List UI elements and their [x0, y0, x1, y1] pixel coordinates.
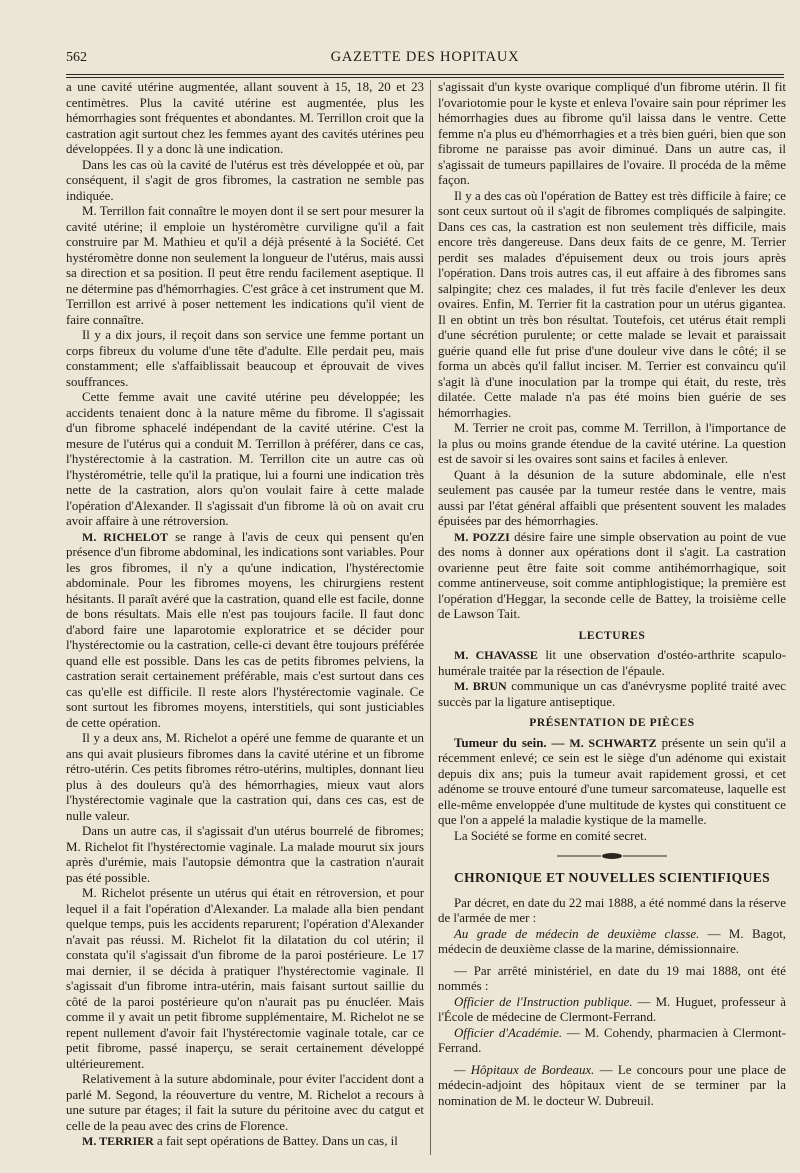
paragraph: La Société se forme en comité secret. [454, 828, 647, 843]
paragraph-text: présente un sein qu'il a récemment enlevé; ce sein est le siège d'un adénome qui existait depuis dix ans; puis la tumeur avait rapidement grossi, et cet adénome se trouve entouré d'une tumeur sarcomateuse, laquelle est elle-même enveloppée d'une multitude de kystes qui constituent ce que l'on a appelé la maladie kystique de la mamelle. [438, 735, 786, 827]
paragraph [438, 1063, 786, 1110]
paragraph: a une cavité utérine augmentée, allant souvent à 15, 18, 20 et 23 centimètres. Plus la cavité utérine est augmentée, plus les hémorrhagies sont fréquentes et abondantes. M. Terrillon croit que la castration agit surtout chez les femmes ayant des cavités utérines peu développées. Il y a donc là une indication. [66, 80, 424, 156]
left-column [66, 80, 424, 1160]
paragraph-text: — M. Bagot, médecin de deuxième classe de la marine, démissionnaire. [438, 926, 786, 956]
paragraph [438, 648, 786, 679]
paragraph: Dans les cas où la cavité de l'utérus est très développée et où, par conséquent, il s'agit de gros fibromes, la castration ne semble pas indiquée. [66, 157, 424, 203]
paragraph [66, 530, 424, 732]
speaker-name: M. TERRIER [82, 1134, 154, 1148]
header-rule-double [66, 77, 784, 78]
paragraph: M. Terrier ne croit pas, comme M. Terrillon, à l'importance de la plus ou moins grande étendue de la cavité utérine. La question est de savoir si les ovaires sont sains et faciles à enlever. [438, 421, 786, 466]
paragraph [438, 679, 786, 710]
paragraph: Il y a deux ans, M. Richelot a opéré une femme de quarante et un ans qui avait plusieurs fibromes dans la cavité utérine et un fibrome rétro-utérin. Ces petits fibromes rétro-utérins, multiples, donnant lieu plus à des douleurs qu'à des hémorrhagies, mieux vaut alors l'hystérectomie vaginale que la castration qui, dans ces cas, est de nulle valeur. [66, 731, 424, 823]
column-divider [430, 80, 431, 1155]
paragraph-lead: Tumeur du sein. — [454, 735, 565, 750]
paragraph-text: — M. Huguet, professeur à l'École de médecine de Clermont-Ferrand. [438, 994, 786, 1024]
paragraph: M. Richelot présente un utérus qui était en rétroversion, et pour lequel il a fait l'opération d'Alexander. La malade alla bien pendant quelque temps, puis les accidents reparurent; l'opération d'Alexander n'avait pas réussi. M. Richelot fit la dilatation du col utérin; il constata qu'il s'agissait d'un fibrome de la paroi postérieure. Le 17 mai dernier, il se décida à pratiquer l'hystérectomie vaginale. Il s'agissait d'un fibrome intra-utérin, mais faisant surtout saillie du côté de la paroi postérieure qu'on n'aurait pas pu énucléer. Mais comme il y avait un petit fibrome supplémentaire, M. Richelot ne se repent nullement d'avoir fait l'hystérectomie vaginale totale, car ce petit fibrome, passé inaperçu, se serait certainement développé ultérieurement. [66, 886, 424, 1071]
page-header [66, 44, 784, 70]
paragraph: — Par arrêté ministériel, en date du 19 mai 1888, ont été nommés : [438, 963, 786, 993]
running-title: GAZETTE DES HOPITAUX [330, 49, 520, 65]
speaker-name: M. RICHELOT [82, 529, 168, 544]
italic-lead: Au grade de médecin de deuxième classe. [454, 926, 700, 941]
paragraph: Par décret, en date du 22 mai 1888, a été nommé dans la réserve de l'armée de mer : [438, 895, 786, 925]
section-title-lectures: LECTURES [578, 629, 646, 642]
speaker-name: M. BRUN [454, 679, 507, 693]
speaker-name: M. CHAVASSE [454, 648, 538, 662]
paragraph [66, 1134, 424, 1150]
paragraph-text: communique un cas d'anévrysme poplité traité avec succès par la ligature antiseptique. [438, 679, 786, 709]
paragraph [438, 736, 786, 829]
italic-lead: — Hôpitaux de Bordeaux. [454, 1062, 595, 1077]
paragraph-text: désire faire une simple observation au point de vue des noms à donner aux opérations dont il s'agit. La castration ovarienne peut être faite soit comme antihémorrhagique, soit comme antinerveuse, soit comme antiphlogistique; la première est l'opération d'Heggar, la seconde celle de Battey, la troisième celle de Lawson Tait. [438, 529, 786, 621]
paragraph: Relativement à la suture abdominale, pour éviter l'accident dont a parlé M. Segond, la réouverture du ventre, M. Richelot a recours à une suture par étages; il fait la suture du péritoine avec du catgut et celle de la peau avec des crins de Florence. [66, 1072, 424, 1133]
paragraph-text: — Le concours pour une place de médecin-adjoint des hôpitaux vient de se terminer par la nomination de M. le docteur W. Dubreuil. [438, 1062, 786, 1108]
paragraph: s'agissait d'un kyste ovarique compliqué d'un fibrome utérin. Il fit l'ovariotomie pour le kyste et enleva l'ovaire sain pour réprimer les hémorrhagies dues au fibrome qu'il laissa dans le ventre. Cette femme n'a plus eu d'hémorrhagies et a très bien guéri, bien que son fibrome ne paraisse pas avoir diminué. Dans un autre cas, il s'agissait de tumeurs papillaires de l'ovaire. Il procéda de la même façon. [438, 80, 786, 187]
paragraph [438, 927, 786, 958]
paragraph [438, 1026, 786, 1057]
italic-lead: Officier d'Académie. [454, 1025, 563, 1040]
paragraph [438, 530, 786, 623]
paragraph: Il y a des cas où l'opération de Battey est très difficile à faire; ce sont ceux surtout où il s'agit de fibromes compliqués de salpingite. Dans ces cas, la castration est non seulement très difficile, mais encore très dangereuse. Dans deux faits de ce genre, M. Terrier perdit ses malades d'épuisement deux ou trois jours après l'opération. Dans trois autres cas, il eut affaire à des fibromes sans salpingite; chez ces malades, il fut très facile d'enlever les deux ovaires. Enfin, M. Terrier fit la castration pour un utérus gigantea. Il en obtint un très bon résultat. Toutefois, cet utérus était rempli d'une sécrétion purulente; or cette malade se levait et paraissait guérie quand elle fut prise d'une douleur vive dans le côté; il se forma un abcès qu'il fallut inciser. M. Terrier est convaincu qu'il s'agit là d'une inoculation par la trompe qui était, du reste, très dilatée. Cette malade n'a pas été moins bien guérie de ses hémorrhagies. [438, 188, 786, 420]
header-rule [66, 74, 784, 75]
paragraph-text: lit une observation d'ostéo-arthrite scapulo-humérale traitée par la résection de l'épaule. [438, 648, 786, 678]
italic-lead: Officier de l'Instruction publique. [454, 994, 633, 1009]
section-title-presentation: PRÉSENTATION DE PIÈCES [529, 717, 695, 729]
paragraph-text: se range à l'avis de ceux qui pensent qu'en présence d'un fibrome abdominal, les indications sont variables. Pour les gros fibromes, il n'y a qu'une indication, l'hystérectomie abdominale. Pour les fibromes moyens, les chirurgiens restent hésitants. Il paraît avéré que la castration, quand elle est facile, donne de bons résultats. Mais elle n'est pas toujours facile. Il faut donc d'abord faire une laparotomie exploratrice et se décider pour l'hystérectomie ou la castration, celle-ci devant être toujours préférée quand elle est possible. Dans les cas de petits fibromes pelviens, la castration serait certainement préférable, mais c'est surtout dans ces cas qu'elle est difficile. Il reste alors l'hystérectomie vaginale. Ce sont surtout les fibromes moyens, interstitiels, qui sont justiciables de cette opération. [66, 529, 424, 730]
paragraph: Quant à la désunion de la suture abdominale, elle n'est seulement pas causée par la tumeur restée dans le ventre, mais aussi par l'état général affaibli que présentent souvent les malades épuisées par des hémorrhagies. [438, 467, 786, 528]
speaker-name: M. SCHWARTZ [569, 735, 657, 750]
ornament-divider [557, 852, 667, 860]
paragraph: Dans un autre cas, il s'agissait d'un utérus bourrelé de fibromes; M. Richelot fit l'hystérectomie vaginale. La malade mourut six jours après d'urémie, mais l'autopsie démontra que la castration n'aurait pas été possible. [66, 824, 424, 885]
paragraph-text: a fait sept opérations de Battey. Dans un cas, il [153, 1134, 398, 1148]
paragraph [438, 995, 786, 1026]
paragraph: Il y a dix jours, il reçoit dans son service une femme portant un corps fibreux du volume d'une tête d'adulte. Elle perdait peu, mais constamment; elle s'affaiblissait beaucoup et éprouvait de vives souffrances. [66, 328, 424, 389]
paragraph-text: — M. Cohendy, pharmacien à Clermont-Ferrand. [438, 1025, 786, 1055]
paragraph: M. Terrillon fait connaître le moyen dont il se sert pour mesurer la cavité utérine; il emploie un hystéromètre curviligne qu'il a fait construire par M. Mathieu et qu'il a déjà présenté à la Société. Cet hystéromètre donne non seulement la longueur de l'utérus, mais aussi sa direction et sa position. Il peut être rendu facilement aseptique. Il ne détermine pas d'hémorrhagies. C'est grâce à cet instrument que M. Terrillon est arrivé à poser nettement les indications qu'il vient de faire connaître. [66, 204, 424, 327]
speaker-name: M. POZZI [454, 529, 510, 544]
page-number: 562 [66, 50, 87, 65]
right-column [438, 80, 786, 1160]
section-title-chronique: CHRONIQUE ET NOUVELLES SCIENTIFIQUES [453, 870, 771, 885]
paragraph: Cette femme avait une cavité utérine peu développée; les accidents tenaient donc à la nature même du fibrome. Il s'agissait d'un fibrome sphacelé indépendant de la cavité utérine. C'est la mesure de l'utérus qui a conduit M. Terrillon à préférer, dans ce cas, l'hystérectomie à la castration. M. Terrillon cite un autre cas où l'hystérométrie, telle qu'il la pratique, lui a fourni une indication très nette de la castration, alors qu'on voulait faire à cette malade l'opération d'Alexander. Il s'agissait d'un fibrome là où on avait cru avoir affaire à une rétroversion. [66, 390, 424, 528]
